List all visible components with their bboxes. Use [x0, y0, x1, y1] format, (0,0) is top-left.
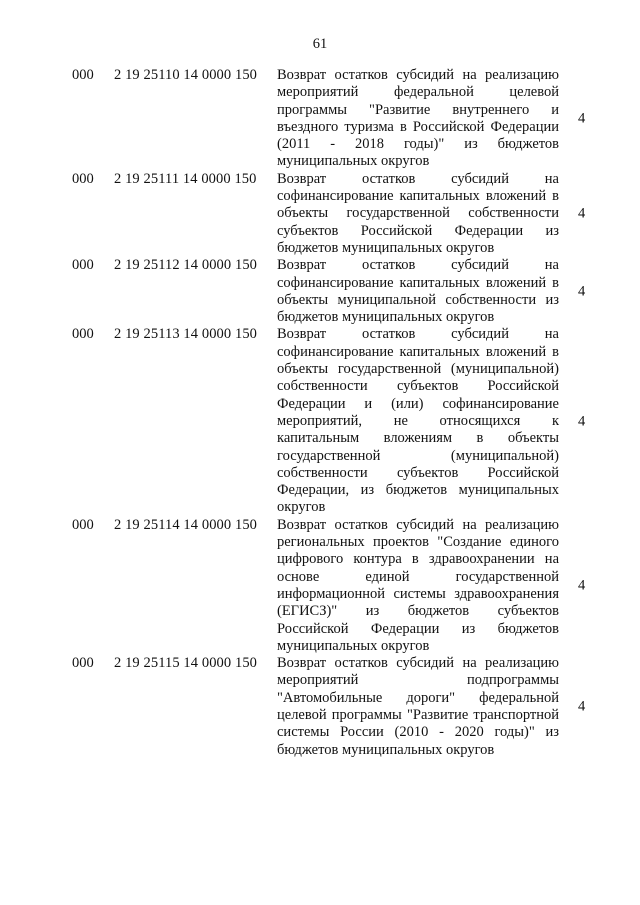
table-row [0, 517, 640, 655]
budget-classification-code: 2 19 25114 14 0000 150 [114, 516, 258, 533]
table-row [0, 326, 640, 516]
budget-classification-code: 2 19 25113 14 0000 150 [114, 326, 258, 343]
table-row [0, 67, 640, 171]
admin-code: 000 [72, 67, 94, 83]
budget-classification-code: 2 19 25110 14 0000 150 [114, 67, 258, 83]
row-value: 4 [578, 283, 586, 300]
income-description: Возврат остатков субсидий на реализацию мероприятий подпрограммы "Автомобильные дороги" федеральной целевой программы "Развитие транспортной системы России (2010 - 2020 годы)" из бюджетов муниципальных округов [277, 655, 559, 758]
admin-code: 000 [72, 170, 94, 187]
income-description: Возврат остатков субсидий на софинансирование капитальных вложений в объекты государственной (муниципальной) собственности субъектов Российской Федерации и (или) софинансирование мероприятий, не относящихся к капитальным вложениям в объекты государственной (муниципальной) собственности субъектов Российской Федерации, из бюджетов муниципальных округов [277, 326, 559, 516]
table-row [0, 171, 640, 257]
table-row [0, 257, 640, 326]
admin-code: 000 [72, 516, 94, 533]
table-row [0, 655, 640, 759]
admin-code: 000 [72, 257, 94, 274]
page-number: 61 [312, 36, 328, 52]
admin-code: 000 [72, 655, 94, 672]
budget-classification-code: 2 19 25115 14 0000 150 [114, 655, 258, 672]
income-description: Возврат остатков субсидий на софинансирование капитальных вложений в объекты муниципальной собственности из бюджетов муниципальных округов [277, 257, 559, 326]
budget-classification-code: 2 19 25111 14 0000 150 [114, 170, 257, 187]
row-value: 4 [578, 205, 586, 222]
income-description: Возврат остатков субсидий на софинансирование капитальных вложений в объекты государственной собственности субъектов Российской Федерации из бюджетов муниципальных округов [277, 170, 559, 256]
row-value: 4 [578, 412, 586, 429]
income-description: Возврат остатков субсидий на реализацию мероприятий федеральной целевой программы "Развитие внутреннего и въездного туризма в Российской Федерации (2011 - 2018 годы)" из бюджетов муниципальных округов [277, 67, 559, 170]
row-value: 4 [578, 577, 586, 594]
budget-classification-code: 2 19 25112 14 0000 150 [114, 257, 258, 274]
budget-code-table [0, 67, 640, 759]
row-value: 4 [578, 698, 586, 715]
income-description: Возврат остатков субсидий на реализацию региональных проектов "Создание единого цифрового контура в здравоохранении на основе единой государственной информационной системы здравоохранения (ЕГИСЗ)" из бюджетов субъектов Российской Федерации из бюджетов муниципальных округов [277, 516, 559, 654]
row-value: 4 [578, 110, 586, 127]
admin-code: 000 [72, 326, 94, 343]
